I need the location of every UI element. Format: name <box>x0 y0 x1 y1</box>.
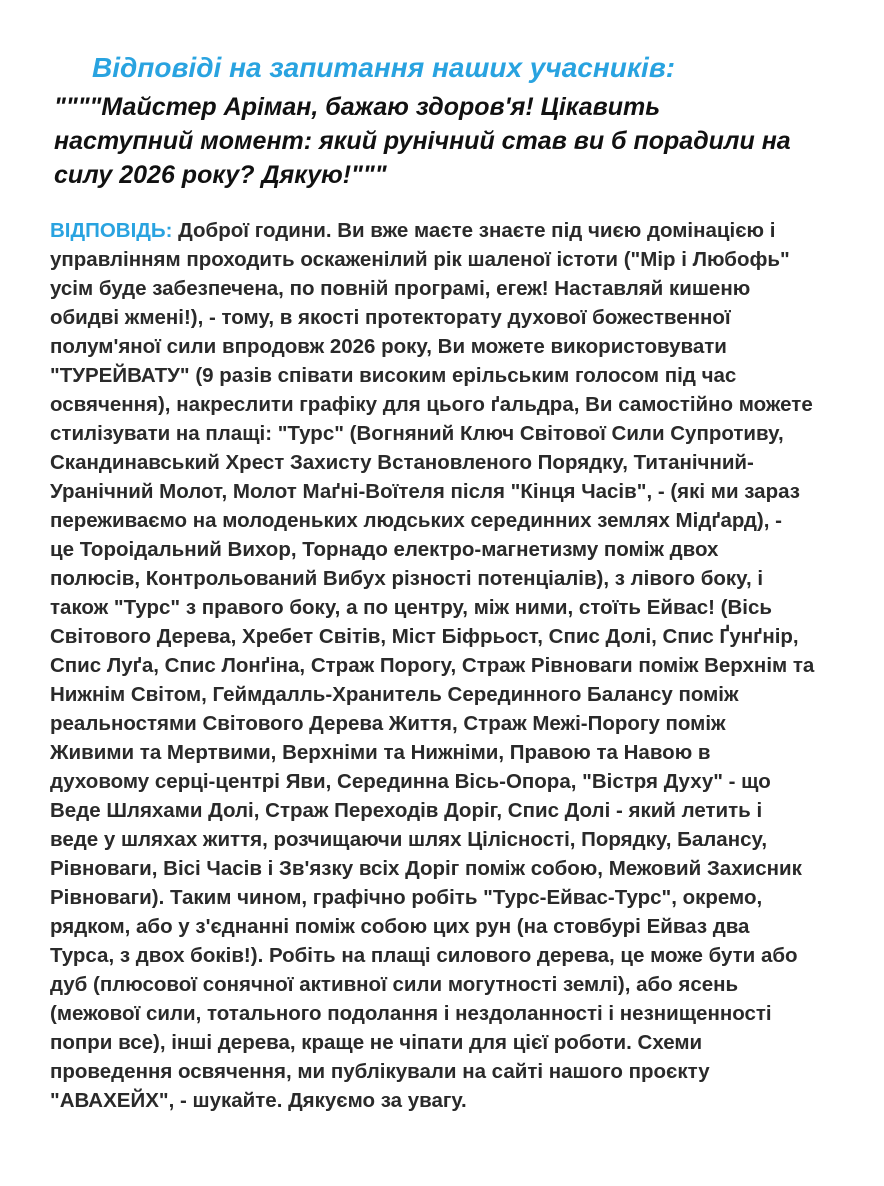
answer-line: управлінням проходить оскаженілий рік шаленої істоти ("Мір і Любофь" <box>50 248 790 271</box>
question-line: """"Майстер Аріман, бажаю здоров'я! Цікавить <box>54 93 661 121</box>
answer-line: обидві жмені!), - тому, в якості протекторату духової божественної <box>50 306 731 329</box>
answer-block <box>50 216 850 1115</box>
answer-line: духовому серці-центрі Яви, Серединна Вісь-Опора, "Вістря Духу" - що <box>50 770 771 793</box>
answer-line: полум'яної сили впродовж 2026 року, Ви можете використовувати <box>50 335 727 358</box>
answer-line: Турса, з двох боків!). Робіть на плащі силового дерева, це може бути або <box>50 944 798 967</box>
answer-line: полюсів, Контрольований Вибух різності потенціалів), з лівого боку, і <box>50 567 764 590</box>
answer-line: реальностями Світового Дерева Життя, Страж Межі-Порогу поміж <box>50 712 726 735</box>
answer-line: рядком, або у з'єднанні поміж собою цих рун (на стовбурі Ейваз два <box>50 915 750 938</box>
answer-label: ВІДПОВІДЬ: <box>50 219 173 242</box>
answer-line: "АВАХЕЙХ", - шукайте. Дякуємо за увагу. <box>50 1089 467 1112</box>
answer-line: Рівноваги, Вісі Часів і Зв'язку всіх Доріг поміж собою, Межовий Захисник <box>50 857 802 880</box>
answer-line: Уранічний Молот, Молот Маґні-Воїтеля після "Кінця Часів", - (які ми зараз <box>50 480 800 503</box>
question-block <box>54 90 844 192</box>
answer-line: Нижнім Світом, Геймдалль-Хранитель Серединного Балансу поміж <box>50 683 739 706</box>
question-line: силу 2026 року? Дякую!""" <box>54 161 387 189</box>
answer-line: також "Турс" з правого боку, а по центру, між ними, стоїть Ейвас! (Вісь <box>50 596 772 619</box>
answer-line: переживаємо на молоденьких людських серединних землях Мідґард), - <box>50 509 782 532</box>
answer-line: освячення), накреслити графіку для цього ґальдра, Ви самостійно можете <box>50 393 813 416</box>
answer-line: це Тороідальний Вихор, Торнадо електро-магнетизму поміж двох <box>50 538 719 561</box>
answer-first-line: Доброї години. Ви вже маєте знаєте під чиєю домінацією і <box>172 219 776 242</box>
question-line: наступний момент: який рунічний став ви б порадили на <box>54 127 791 155</box>
answer-line: стилізувати на плащі: "Турс" (Вогняний Ключ Світової Сили Супротиву, <box>50 422 784 445</box>
answer-line: Скандинавський Хрест Захисту Встановленого Порядку, Титанічний- <box>50 451 754 474</box>
page-heading: Відповіді на запитання наших учасників: <box>92 52 676 83</box>
answer-line: Веде Шляхами Долі, Страж Переходів Доріг, Спис Долі - який летить і <box>50 799 763 822</box>
answer-line: Живими та Мертвими, Верхніми та Нижніми, Правою та Навою в <box>50 741 711 764</box>
answer-line: попри все), інші дерева, краще не чіпати для цієї роботи. Схеми <box>50 1031 703 1054</box>
answer-line: Світового Дерева, Хребет Світів, Міст Біфрьост, Спис Долі, Спис Ґунґнір, <box>50 625 799 648</box>
answer-line: веде у шляхах життя, розчищаючи шлях Цілісності, Порядку, Балансу, <box>50 828 768 851</box>
answer-line <box>50 216 850 245</box>
answer-line: "ТУРЕЙВАТУ" (9 разів співати високим ерільським голосом під час <box>50 364 737 387</box>
answer-line: Рівноваги). Таким чином, графічно робіть "Турс-Ейвас-Турс", окремо, <box>50 886 763 909</box>
answer-line: дуб (плюсової сонячної активної сили могутності землі), або ясень <box>50 973 739 996</box>
answer-line: Спис Луґа, Спис Лонґіна, Страж Порогу, Страж Рівноваги поміж Верхнім та <box>50 654 815 677</box>
answer-line: усім буде забезпечена, по повній програмі, егеж! Наставляй кишеню <box>50 277 751 300</box>
answer-line: (межової сили, тотального подолання і нездоланності і незнищенності <box>50 1002 772 1025</box>
answer-line: проведення освячення, ми публікували на сайті нашого проєкту <box>50 1060 710 1083</box>
